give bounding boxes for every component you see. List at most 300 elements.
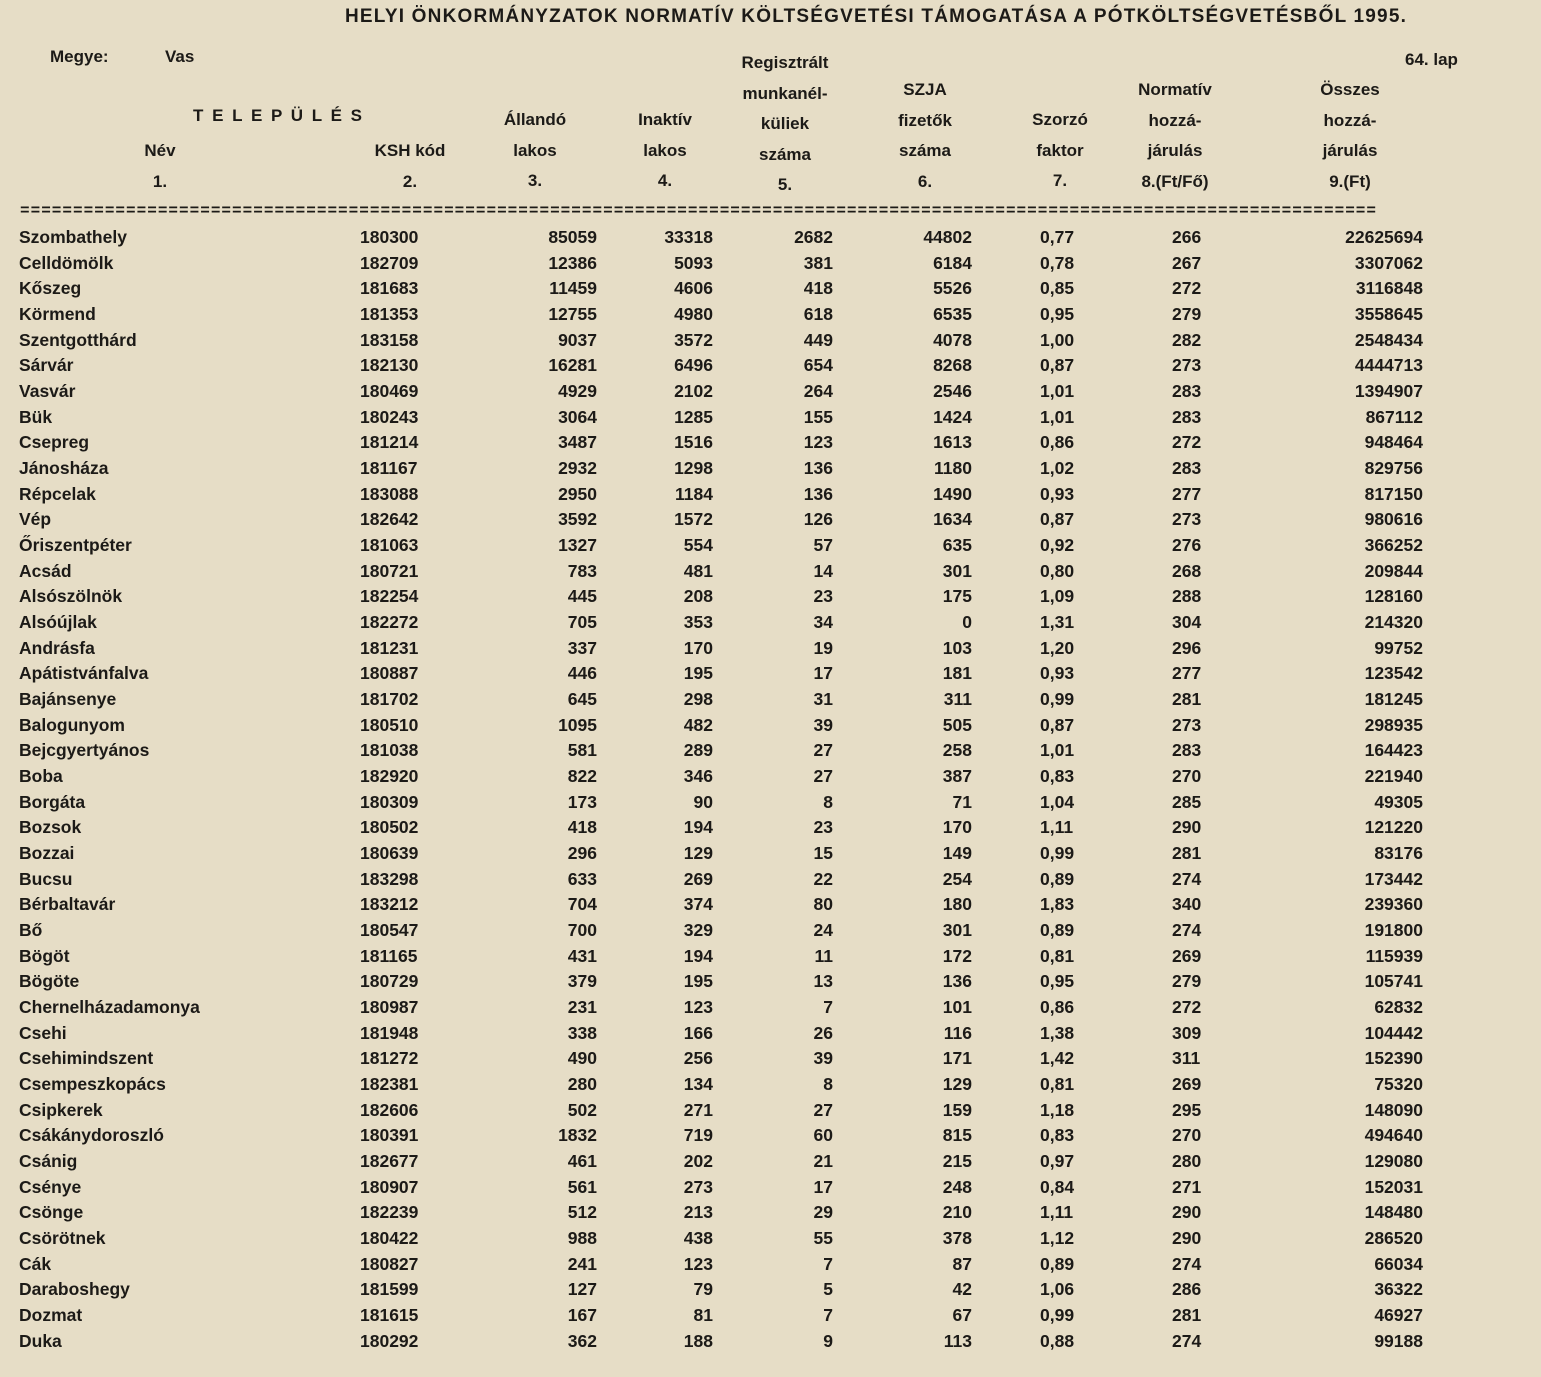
table-row	[0, 355, 1541, 381]
permanent-residents: 461	[567, 1151, 597, 1172]
header-text: hozzá-	[1323, 110, 1377, 130]
registered-unemployed: 155	[803, 406, 833, 427]
permanent-residents: 85059	[548, 227, 597, 247]
total-contribution: 366252	[1364, 535, 1423, 556]
settlement-name: Bögöte	[19, 971, 80, 992]
total-contribution: 3558645	[1354, 304, 1423, 324]
szja-payers: 258	[942, 740, 972, 761]
szja-payers: 1424	[933, 406, 972, 427]
szja-payers: 5526	[933, 278, 972, 299]
total-contribution: 173442	[1364, 868, 1423, 889]
inactive-residents: 6496	[674, 355, 713, 376]
settlement-name: Bérbaltavár	[19, 894, 116, 915]
permanent-residents: 296	[567, 843, 597, 864]
permanent-residents: 231	[567, 997, 597, 1018]
ksh-code: 180243	[360, 406, 419, 427]
header-text: Normatív	[1138, 80, 1212, 99]
multiplier-factor: 1,83	[1040, 894, 1075, 915]
normative-contribution: 279	[1172, 971, 1202, 992]
permanent-residents: 16281	[548, 355, 597, 376]
settlement-name: Bajánsenye	[19, 689, 117, 710]
normative-contribution: 271	[1172, 1176, 1202, 1197]
total-contribution: 105741	[1364, 971, 1423, 992]
registered-unemployed: 8	[823, 791, 833, 812]
settlement-name: Cák	[19, 1253, 52, 1274]
registered-unemployed: 15	[813, 843, 833, 864]
inactive-residents: 4606	[674, 278, 713, 299]
total-contribution: 181245	[1364, 689, 1423, 710]
permanent-residents: 3487	[558, 432, 597, 453]
table-row	[0, 638, 1541, 664]
settlement-name: Szentgotthárd	[19, 329, 137, 350]
settlement-name: Csénye	[19, 1176, 82, 1197]
settlement-name: Kőszeg	[19, 278, 82, 299]
registered-unemployed: 27	[813, 766, 833, 787]
ksh-code: 180887	[360, 663, 419, 684]
registered-unemployed: 17	[813, 663, 833, 684]
registered-unemployed: 136	[803, 458, 833, 479]
normative-contribution: 296	[1172, 637, 1202, 658]
total-contribution: 66034	[1374, 1253, 1423, 1274]
table-row	[0, 740, 1541, 766]
table-row	[0, 766, 1541, 792]
szja-payers: 311	[943, 689, 972, 710]
total-contribution: 83176	[1374, 843, 1423, 864]
table-row	[0, 1151, 1541, 1177]
inactive-residents: 298	[683, 689, 713, 710]
header-col-7	[1005, 105, 1115, 197]
ksh-code: 181948	[360, 1022, 419, 1043]
permanent-residents: 173	[567, 791, 597, 812]
settlement-name: Balogunyom	[19, 714, 125, 735]
multiplier-factor: 0,86	[1040, 997, 1075, 1018]
inactive-residents: 353	[683, 612, 713, 633]
registered-unemployed: 17	[813, 1176, 833, 1197]
total-contribution: 209844	[1364, 560, 1423, 581]
registered-unemployed: 57	[813, 535, 833, 556]
szja-payers: 136	[942, 971, 972, 992]
settlement-name: Dozmat	[19, 1305, 83, 1326]
multiplier-factor: 0,97	[1040, 1151, 1075, 1172]
szja-payers: 87	[952, 1253, 972, 1274]
szja-payers: 159	[942, 1099, 972, 1120]
total-contribution: 128160	[1364, 586, 1423, 607]
multiplier-factor: 1,18	[1040, 1099, 1075, 1120]
normative-contribution: 311	[1172, 1048, 1201, 1069]
szja-payers: 301	[942, 560, 972, 581]
ksh-code: 181214	[360, 432, 419, 453]
table-row	[0, 1100, 1541, 1126]
table-row	[0, 1177, 1541, 1203]
registered-unemployed: 136	[803, 483, 833, 504]
permanent-residents: 280	[567, 1074, 597, 1095]
ksh-code: 180827	[360, 1253, 419, 1274]
multiplier-factor: 0,99	[1040, 689, 1075, 710]
table-row	[0, 561, 1541, 587]
settlement-name: Daraboshegy	[19, 1279, 130, 1300]
inactive-residents: 90	[693, 791, 713, 812]
inactive-residents: 374	[683, 894, 713, 915]
header-col-1	[120, 136, 200, 197]
normative-contribution: 280	[1172, 1151, 1202, 1172]
registered-unemployed: 264	[803, 381, 833, 402]
header-col-2	[355, 136, 465, 197]
inactive-residents: 194	[683, 817, 713, 838]
szja-payers: 181	[942, 663, 972, 684]
multiplier-factor: 0,81	[1040, 945, 1075, 966]
normative-contribution: 273	[1172, 509, 1202, 530]
total-contribution: 829756	[1364, 458, 1423, 479]
total-contribution: 948464	[1364, 432, 1423, 453]
header-text: küliek	[760, 114, 810, 133]
ksh-code: 181038	[360, 740, 419, 761]
registered-unemployed: 5	[823, 1279, 833, 1300]
total-contribution: 123542	[1364, 663, 1423, 684]
settlement-name: Bucsu	[19, 868, 73, 889]
table-row	[0, 1023, 1541, 1049]
ksh-code: 180987	[360, 997, 419, 1018]
registered-unemployed: 80	[813, 894, 833, 915]
normative-contribution: 304	[1172, 612, 1202, 633]
registered-unemployed: 2682	[794, 227, 833, 247]
header-text: száma	[899, 141, 951, 160]
normative-contribution: 288	[1172, 586, 1202, 607]
ksh-code: 180309	[360, 791, 419, 812]
settlement-name: Csehimindszent	[19, 1048, 154, 1069]
table-row	[0, 432, 1541, 458]
normative-contribution: 281	[1172, 1305, 1202, 1326]
inactive-residents: 482	[683, 714, 713, 735]
total-contribution: 115939	[1365, 945, 1423, 966]
normative-contribution: 272	[1172, 278, 1202, 299]
registered-unemployed: 123	[803, 432, 833, 453]
permanent-residents: 9037	[558, 329, 597, 350]
table-row	[0, 458, 1541, 484]
normative-contribution: 285	[1172, 791, 1202, 812]
registered-unemployed: 60	[813, 1125, 833, 1146]
table-row	[0, 843, 1541, 869]
separator-line: ================================================================================================================================	[20, 202, 1377, 218]
settlement-name: Celldömölk	[19, 252, 114, 273]
table-row	[0, 792, 1541, 818]
normative-contribution: 309	[1172, 1022, 1202, 1043]
normative-contribution: 283	[1172, 381, 1202, 402]
ksh-code: 182677	[360, 1151, 419, 1172]
szja-payers: 67	[952, 1305, 972, 1326]
normative-contribution: 282	[1172, 329, 1202, 350]
multiplier-factor: 0,88	[1040, 1330, 1075, 1351]
inactive-residents: 123	[683, 1253, 713, 1274]
header-text: SZJA	[903, 80, 947, 99]
multiplier-factor: 0,95	[1040, 971, 1075, 992]
table-row	[0, 1202, 1541, 1228]
settlement-name: Chernelházadamonya	[19, 997, 200, 1018]
ksh-code: 180907	[360, 1176, 419, 1197]
registered-unemployed: 39	[813, 714, 833, 735]
ksh-code: 182606	[360, 1099, 419, 1120]
ksh-code: 183158	[360, 329, 419, 350]
multiplier-factor: 0,93	[1040, 483, 1075, 504]
telepules-label: T E L E P Ü L É S	[193, 106, 364, 125]
registered-unemployed: 39	[813, 1048, 833, 1069]
registered-unemployed: 8	[823, 1074, 833, 1095]
szja-payers: 175	[942, 586, 972, 607]
registered-unemployed: 654	[803, 355, 833, 376]
permanent-residents: 338	[567, 1022, 597, 1043]
settlement-name: Körmend	[19, 304, 96, 324]
inactive-residents: 194	[683, 945, 713, 966]
ksh-code: 181353	[360, 304, 419, 324]
inactive-residents: 1184	[675, 483, 713, 504]
ksh-code: 180502	[360, 817, 419, 838]
table-row	[0, 1305, 1541, 1331]
normative-contribution: 283	[1172, 458, 1202, 479]
permanent-residents: 561	[567, 1176, 597, 1197]
permanent-residents: 12755	[548, 304, 597, 324]
settlement-name: Csönge	[19, 1202, 84, 1223]
header-text: 9.(Ft)	[1329, 171, 1371, 191]
total-contribution: 22625694	[1345, 227, 1423, 247]
ksh-code: 180639	[360, 843, 419, 864]
registered-unemployed: 9	[823, 1330, 833, 1351]
normative-contribution: 290	[1172, 817, 1202, 838]
normative-contribution: 290	[1172, 1228, 1202, 1249]
registered-unemployed: 31	[813, 689, 833, 710]
normative-contribution: 274	[1172, 868, 1202, 889]
szja-payers: 6535	[933, 304, 972, 324]
header-text: 4.	[657, 171, 673, 190]
szja-payers: 113	[943, 1330, 972, 1351]
header-text: száma	[759, 144, 811, 164]
szja-payers: 44802	[923, 227, 972, 247]
table-row	[0, 227, 1541, 253]
szja-payers: 172	[942, 945, 972, 966]
inactive-residents: 166	[683, 1022, 713, 1043]
total-contribution: 286520	[1364, 1228, 1423, 1249]
registered-unemployed: 14	[813, 560, 833, 581]
settlement-name: Bozzai	[19, 843, 75, 864]
registered-unemployed: 21	[813, 1151, 833, 1172]
table-row	[0, 330, 1541, 356]
total-contribution: 152031	[1364, 1176, 1423, 1197]
inactive-residents: 273	[683, 1176, 713, 1197]
permanent-residents: 445	[567, 586, 597, 607]
permanent-residents: 1832	[558, 1125, 597, 1146]
szja-payers: 0	[962, 612, 972, 633]
multiplier-factor: 1,04	[1040, 791, 1075, 812]
total-contribution: 494640	[1364, 1125, 1423, 1146]
multiplier-factor: 1,38	[1040, 1022, 1075, 1043]
ksh-code: 180300	[360, 227, 419, 247]
header-text: KSH kód	[374, 141, 446, 160]
ksh-code: 183298	[360, 868, 419, 889]
settlement-name: Csörötnek	[19, 1228, 106, 1249]
normative-contribution: 283	[1172, 740, 1202, 761]
normative-contribution: 273	[1172, 355, 1202, 376]
table-row	[0, 663, 1541, 689]
szja-payers: 8268	[933, 355, 972, 376]
multiplier-factor: 1,11	[1040, 817, 1074, 838]
header-text: járulás	[1147, 141, 1203, 160]
settlement-name: Jánosháza	[19, 458, 109, 479]
inactive-residents: 1285	[674, 406, 713, 427]
normative-contribution: 267	[1172, 252, 1202, 273]
header-text: 7.	[1052, 171, 1068, 190]
settlement-name: Szombathely	[19, 227, 127, 247]
normative-contribution: 290	[1172, 1202, 1202, 1223]
total-contribution: 3307062	[1354, 252, 1423, 273]
szja-payers: 71	[952, 791, 972, 812]
registered-unemployed: 7	[823, 997, 833, 1018]
settlement-name: Alsóújlak	[19, 612, 97, 633]
szja-payers: 2546	[933, 381, 972, 402]
permanent-residents: 988	[567, 1228, 597, 1249]
settlement-name: Apátistvánfalva	[19, 663, 149, 684]
total-contribution: 817150	[1364, 483, 1423, 504]
header-text: lakos	[643, 140, 687, 160]
multiplier-factor: 1,42	[1040, 1048, 1075, 1069]
ksh-code: 183088	[360, 483, 419, 504]
szja-payers: 42	[952, 1279, 972, 1300]
permanent-residents: 241	[567, 1253, 597, 1274]
ksh-code: 180422	[360, 1228, 419, 1249]
table-row	[0, 304, 1541, 330]
table-row	[0, 817, 1541, 843]
total-contribution: 3116848	[1355, 278, 1423, 299]
inactive-residents: 195	[683, 663, 713, 684]
inactive-residents: 79	[693, 1279, 713, 1300]
table-row	[0, 689, 1541, 715]
settlement-name: Bő	[19, 920, 43, 941]
table-row	[0, 715, 1541, 741]
settlement-name: Boba	[19, 766, 63, 787]
multiplier-factor: 0,89	[1040, 920, 1075, 941]
szja-payers: 6184	[933, 252, 972, 273]
szja-payers: 505	[942, 714, 972, 735]
total-contribution: 99188	[1374, 1330, 1423, 1351]
szja-payers: 116	[943, 1022, 972, 1043]
ksh-code: 180292	[360, 1330, 419, 1351]
total-contribution: 221940	[1364, 766, 1423, 787]
settlement-name: Alsószölnök	[19, 586, 123, 607]
header-text: Szorzó	[1032, 110, 1088, 129]
settlement-name: Csempeszkopács	[19, 1074, 166, 1095]
permanent-residents: 1095	[558, 714, 597, 735]
ksh-code: 181599	[360, 1279, 419, 1300]
permanent-residents: 418	[567, 817, 597, 838]
table-row	[0, 997, 1541, 1023]
multiplier-factor: 1,06	[1040, 1279, 1075, 1300]
permanent-residents: 633	[567, 868, 597, 889]
multiplier-factor: 1,01	[1040, 740, 1075, 761]
registered-unemployed: 19	[813, 637, 833, 658]
document-title: HELYI ÖNKORMÁNYZATOK NORMATÍV KÖLTSÉGVETÉSI TÁMOGATÁSA A PÓTKÖLTSÉGVETÉSBŐL 1995.	[345, 6, 1408, 27]
multiplier-factor: 0,87	[1040, 355, 1075, 376]
inactive-residents: 195	[683, 971, 713, 992]
header-text: Összes	[1320, 80, 1380, 99]
settlement-name: Répcelak	[19, 483, 96, 504]
ksh-code: 183212	[360, 894, 419, 915]
header-col-3	[480, 105, 590, 197]
total-contribution: 129080	[1364, 1151, 1423, 1172]
table-row	[0, 1074, 1541, 1100]
permanent-residents: 446	[567, 663, 597, 684]
total-contribution: 104442	[1364, 1022, 1423, 1043]
settlement-name: Duka	[19, 1330, 62, 1351]
multiplier-factor: 1,31	[1040, 612, 1075, 633]
table-row	[0, 407, 1541, 433]
inactive-residents: 329	[683, 920, 713, 941]
multiplier-factor: 0,85	[1040, 278, 1075, 299]
permanent-residents: 502	[567, 1099, 597, 1120]
multiplier-factor: 0,99	[1040, 1305, 1075, 1326]
multiplier-factor: 1,01	[1040, 406, 1075, 427]
permanent-residents: 337	[567, 637, 597, 658]
table-row	[0, 869, 1541, 895]
ksh-code: 182709	[360, 252, 419, 273]
ksh-code: 180547	[360, 920, 419, 941]
total-contribution: 148480	[1364, 1202, 1423, 1223]
inactive-residents: 5093	[674, 252, 713, 273]
inactive-residents: 271	[683, 1099, 713, 1120]
total-contribution: 99752	[1374, 637, 1423, 658]
normative-contribution: 277	[1172, 483, 1202, 504]
normative-contribution: 281	[1172, 843, 1202, 864]
normative-contribution: 281	[1172, 689, 1202, 710]
permanent-residents: 512	[567, 1202, 597, 1223]
header-col-6	[870, 75, 980, 197]
inactive-residents: 213	[683, 1202, 713, 1223]
settlement-name: Bejcgyertyános	[19, 740, 150, 761]
szja-payers: 210	[942, 1202, 972, 1223]
permanent-residents: 4929	[558, 381, 597, 402]
permanent-residents: 167	[567, 1305, 597, 1326]
registered-unemployed: 24	[813, 920, 833, 941]
ksh-code: 180721	[360, 560, 419, 581]
total-contribution: 239360	[1364, 894, 1423, 915]
multiplier-factor: 0,83	[1040, 766, 1075, 787]
inactive-residents: 134	[683, 1074, 713, 1095]
szja-payers: 378	[942, 1228, 972, 1249]
szja-payers: 301	[942, 920, 972, 941]
inactive-residents: 346	[683, 766, 713, 787]
inactive-residents: 123	[683, 997, 713, 1018]
szja-payers: 815	[942, 1125, 972, 1146]
megye-label: Megye:	[50, 47, 109, 66]
szja-payers: 103	[942, 637, 972, 658]
settlement-name: Csákánydoroszló	[19, 1125, 164, 1146]
permanent-residents: 581	[567, 740, 597, 761]
ksh-code: 181702	[360, 689, 419, 710]
inactive-residents: 719	[683, 1125, 713, 1146]
permanent-residents: 127	[567, 1279, 597, 1300]
permanent-residents: 3064	[558, 406, 597, 427]
normative-contribution: 276	[1172, 535, 1202, 556]
permanent-residents: 645	[567, 689, 597, 710]
settlement-name: Andrásfa	[19, 637, 95, 658]
inactive-residents: 1516	[674, 432, 713, 453]
ksh-code: 181167	[360, 458, 418, 479]
settlement-name: Bük	[19, 406, 53, 427]
table-row	[0, 253, 1541, 279]
header-col-5	[720, 48, 850, 201]
multiplier-factor: 0,80	[1040, 560, 1075, 581]
table-row	[0, 920, 1541, 946]
settlement-name: Bozsok	[19, 817, 82, 838]
multiplier-factor: 0,81	[1040, 1074, 1075, 1095]
registered-unemployed: 7	[823, 1253, 833, 1274]
table-row	[0, 484, 1541, 510]
